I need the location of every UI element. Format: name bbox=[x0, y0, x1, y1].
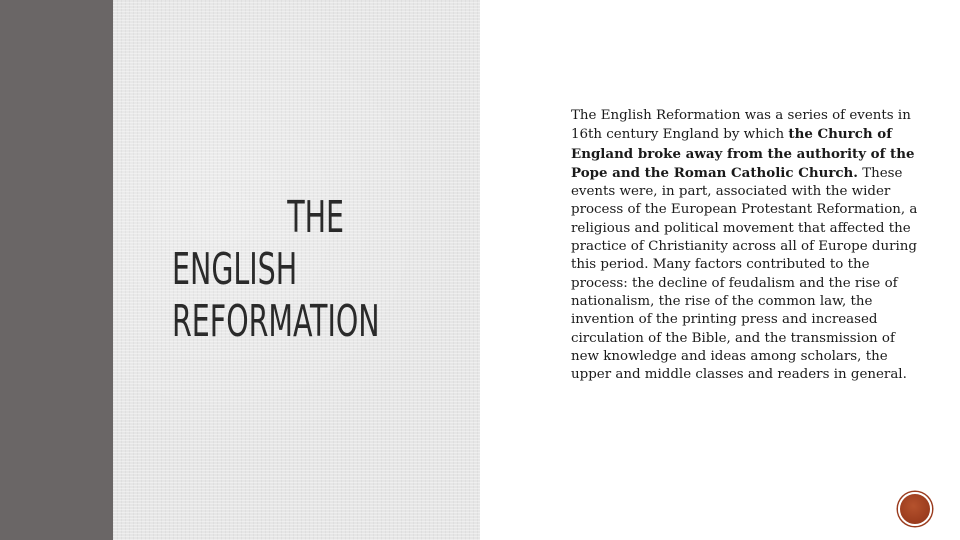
left-accent-bar bbox=[0, 0, 113, 540]
title-line-3: REFORMATION bbox=[172, 296, 380, 347]
body-intro: The English Reformation was a series of events in 16th century England by which bbox=[571, 108, 911, 143]
body-bold-statement: the Church of England broke away from the authority of the Pope and the Roman Catholic Church. bbox=[571, 126, 915, 181]
body-paragraph bbox=[571, 107, 921, 384]
slide-title bbox=[172, 192, 380, 348]
body-rest: These events were, in part, associated with the wider process of the European Protestant Reformation, a religious and political movement that affected the practice of Christianity across all of Europe during this period. Many factors contributed to the process: the decline of feudalism and the rise of nationalism, the rise of the common law, the invention of the printing press and increased circulation of the Bible, and the transmission of new knowledge and ideas among scholars, the upper and middle classes and readers in general. bbox=[571, 165, 918, 383]
title-line-2: ENGLISH bbox=[172, 244, 298, 295]
page-number-badge bbox=[898, 492, 932, 526]
title-line-1: THE bbox=[287, 192, 345, 243]
